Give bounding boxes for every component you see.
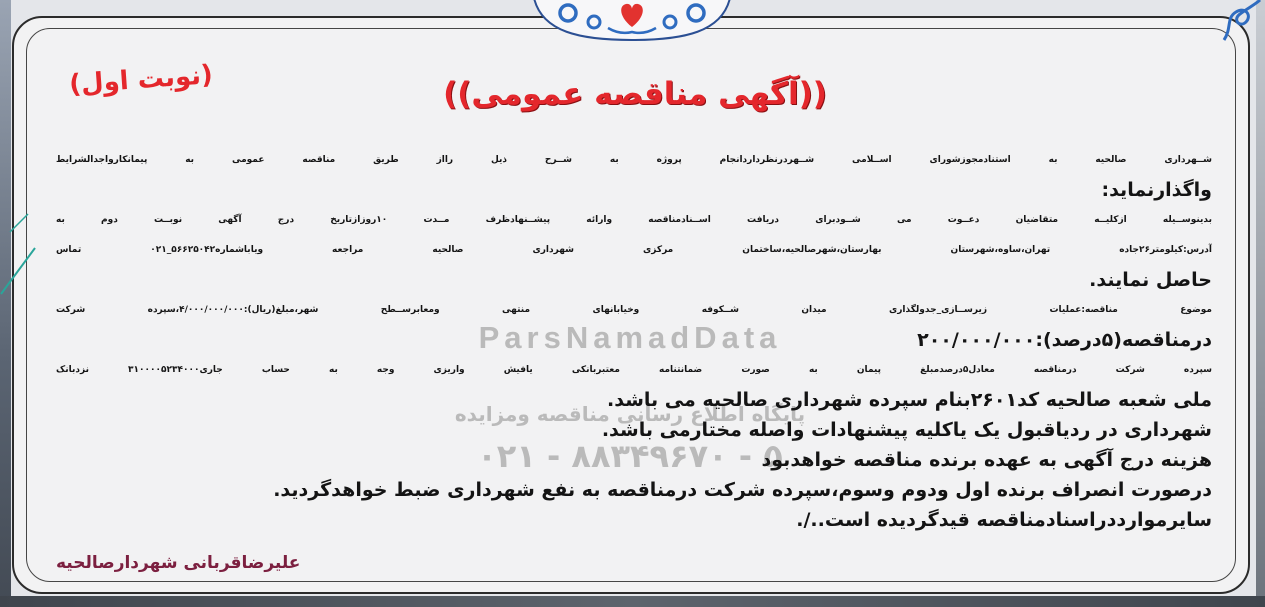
- ad-body: [56, 145, 1212, 535]
- watermark-caption: پایگاه اطلاع رسانی مناقصه ومزایده: [454, 402, 806, 426]
- pen-stroke-mark: [0, 212, 38, 296]
- corner-ornament-icon: [1222, 0, 1262, 42]
- body-line: شــهرداری صالحیه به استنادمجوزشورای اســلامی شــهردرنظرداردانجام پروژه به شــرح ذیل رااز طریق مناقصه عمومی به پیمانکارواجدالشرایط: [56, 155, 1212, 165]
- page-edge-right: [1256, 0, 1265, 607]
- body-line: آدرس:کیلومتر۲۶جاده تهران،ساوه،شهرستان بهارستان،شهرصالحیه،ساختمان مرکزی شهرداری صالحیه مراجعه ویاباشماره۵۶۶۲۵۰۴۲_۰۲۱ تماس: [56, 245, 1212, 255]
- body-line: موضوع مناقصه:عملیات زیرســازی_جدولگذاری میدان شــکوفه وخیابانهای منتهی ومعابرســطح شهر،مبلغ(ریال):۴/۰۰۰/۰۰۰/۰۰۰،سپرده شرکت: [56, 305, 1212, 315]
- body-line: واگذارنماید:: [1101, 179, 1212, 201]
- page-edge-bottom: [0, 596, 1265, 607]
- round-badge: (نوبت اول): [68, 60, 214, 100]
- watermark-phone: ۰۲۱ - ۸۸۳۴۹۶۷۰ - ۵: [477, 437, 783, 475]
- page-edge-left: [0, 0, 11, 607]
- body-line: بدینوســیله ازکلیــه متقاضیان دعــوت می شــودبرای دریافت اســنادمناقصه وارائه پیشــنهادظرف مــدت ۱۰روزازتاریخ درج آگهی نوبــت دوم به: [56, 215, 1212, 225]
- body-line: سایرموارددراسنادمناقصه قیدگردیده است../.: [796, 509, 1212, 531]
- body-line: هزینه درج آگهی به عهده برنده مناقصه خواهدبود: [761, 449, 1212, 471]
- body-line: شهرداری در ردیاقبول یک یاکلیه پیشنهادات واصله مختارمی باشد.: [601, 419, 1212, 441]
- body-line: ملی شعبه صالحیه کد۲۶۰۱بنام سپرده شهرداری صالحیه می باشد.: [607, 389, 1212, 411]
- body-line: درمناقصه(۵درصد):۲۰۰/۰۰۰/۰۰۰: [917, 329, 1212, 351]
- body-line: درصورت انصراف برنده اول ودوم وسوم،سپرده شرکت درمناقصه به نفع شهرداری ضبط خواهدگردید.: [273, 479, 1212, 501]
- mayor-signature: علیرضاقربانی شهردارصالحیه: [56, 553, 301, 573]
- body-line: سپرده شرکت درمناقصه معادل۵درصدمبلغ پیمان به صورت ضمانتنامه معتبربانکی یافیش واریزی وجه به حساب جاری۳۱۰۰۰۰۵۲۳۴۰۰۰ نزدبانک: [56, 365, 1212, 375]
- top-ornament-icon: [530, 0, 735, 42]
- ad-title: ((آگهی مناقصه عمومی)): [443, 76, 827, 112]
- body-line: حاصل نمایند.: [1089, 269, 1212, 291]
- watermark-brand: ParsNamadData: [478, 320, 782, 355]
